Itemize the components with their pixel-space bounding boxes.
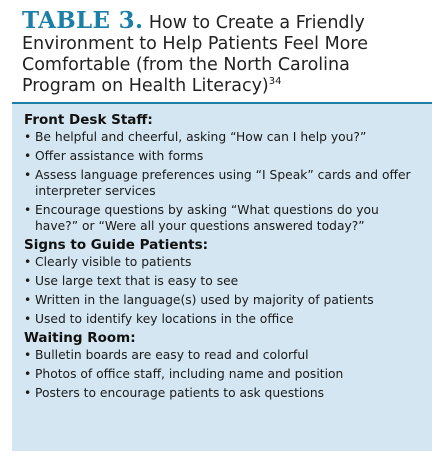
table-title <box>22 7 427 97</box>
table-title-text: How to Create a Friendly Environment to Help Patients Feel More Comfortable (from the North Carolina Program on Health Literacy) <box>22 13 368 96</box>
table-panel <box>12 102 432 451</box>
list-item: • Assess language preferences using “I Speak” cards and offer interpreter services <box>24 167 422 199</box>
list-item: • Be helpful and cheerful, asking “How can I help you?” <box>24 129 422 145</box>
list-item: • Clearly visible to patients <box>24 254 422 270</box>
reference-superscript: 34 <box>268 76 282 88</box>
list-item: • Offer assistance with forms <box>24 148 422 164</box>
section-heading-front-desk: Front Desk Staff: <box>24 112 153 128</box>
section-heading-signs: Signs to Guide Patients: <box>24 237 209 253</box>
list-item: • Photos of office staff, including name and position <box>24 366 422 382</box>
section-heading-waiting-room: Waiting Room: <box>24 330 136 346</box>
front-desk-list <box>24 129 422 234</box>
signs-list <box>24 254 422 327</box>
list-item: • Bulletin boards are easy to read and colorful <box>24 347 422 363</box>
table-label: TABLE 3. <box>22 7 144 34</box>
list-item: • Encourage questions by asking “What questions do you have?” or “Were all your questions answered today?” <box>24 202 422 234</box>
list-item: • Use large text that is easy to see <box>24 273 422 289</box>
list-item: • Used to identify key locations in the office <box>24 311 422 327</box>
waiting-room-list <box>24 347 422 401</box>
list-item: • Written in the language(s) used by majority of patients <box>24 292 422 308</box>
list-item: • Posters to encourage patients to ask questions <box>24 385 422 401</box>
